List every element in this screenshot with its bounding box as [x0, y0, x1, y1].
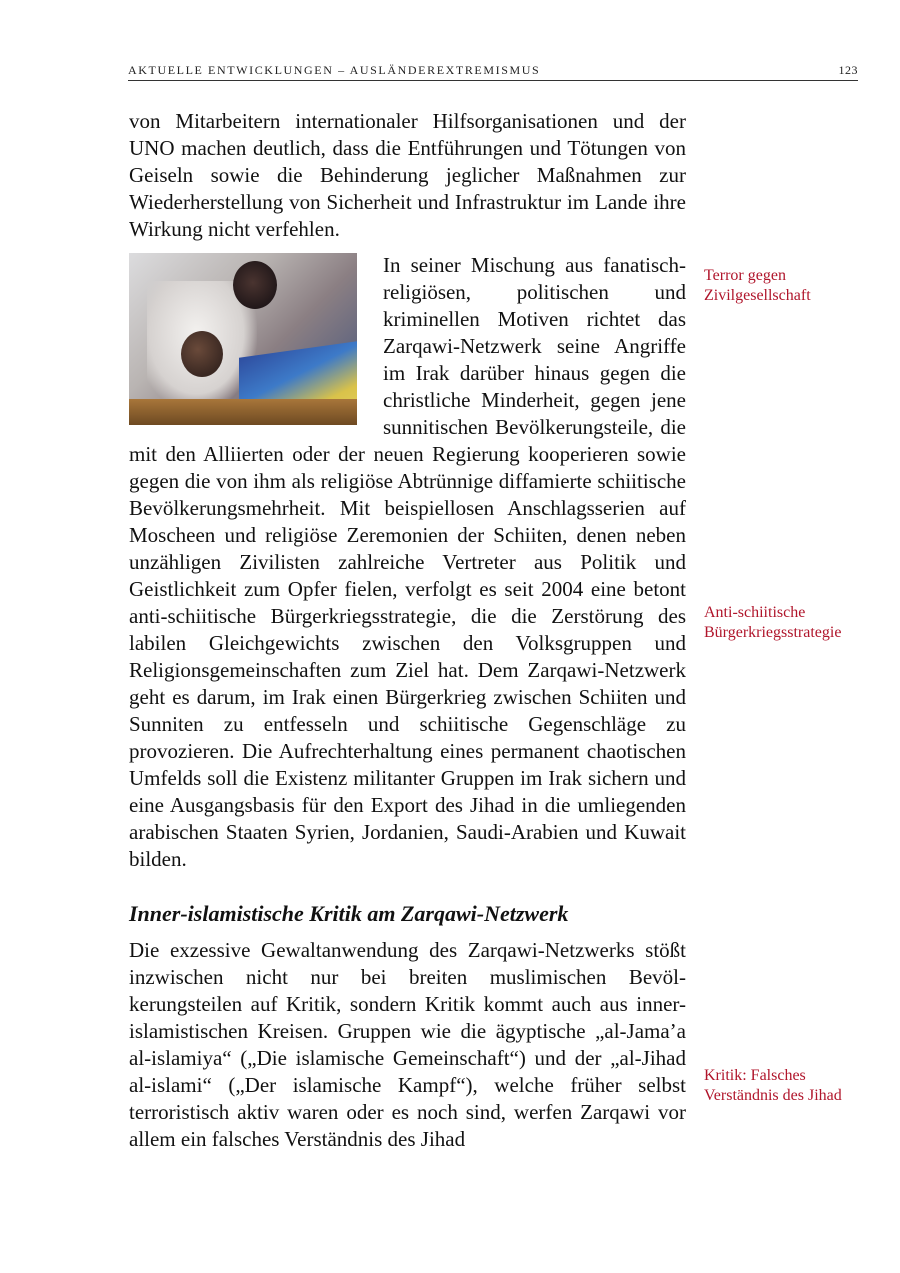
- paragraph-3: Die exzessive Gewaltanwendung des Zarqawi-Netzwerks stößt inzwischen nicht nur bei breiten muslimischen Bevölkerungsteilen auf Kritik, sondern Kritik kommt auch aus inner-islamistischen Kreisen. Gruppen wie die ägyptische „al-Jama’a al-islamiya“ („Die islamische Gemeinschaft“) und der „al-Jihad al-islami“ („Der islamische Kampf“), welche früher selbst terroristisch aktiv waren oder es noch sind, werfen Zarqawi vor allem ein falsches Verständnis des Jihad: [129, 938, 686, 1151]
- margin-note-strategy: Anti-schiitische Bürgerkriegsstrategie: [704, 604, 842, 641]
- paragraph-1: von Mitarbeitern internationaler Hilfsorganisationen und der UNO machen deutlich, dass die Entführungen und Tötungen von Geiseln sowie die Behinderung jeglicher Maßnahmen zur Wiederherstellung von Sicherheit und Infrastruktur im Lande ihre Wirkung nicht verfehlen.: [129, 109, 686, 241]
- margin-note-critique: Kritik: Falsches Verständnis des Jihad: [704, 1067, 842, 1104]
- margin-note-terror: Terror gegen Zivilgesellschaft: [704, 267, 811, 304]
- paragraph-2: In seiner Mischung aus fanatisch-religiösen, politischen und kriminellen Motiven richtet das Zarqawi-Netzwerk seine Angriffe im Irak darüber hinaus gegen die christliche Minderheit, gegen jene sunnitischen Bevölkerungsteile, die mit den Alliierten oder der neuen Regierung kooperieren sowie gegen die von ihm als religiöse Abtrünnige diffamierte schiitische Bevölkerungsmehrheit. Mit beispiellosen Anschlagsserien auf Moscheen und religiöse Zeremonien der Schiiten, denen neben unzähligen Zivilisten zahlreiche Vertreter aus Politik und Geistlichkeit zum Opfer fielen, verfolgt es seit 2004 eine betont anti-schiitische Bürgerkriegsstrategie, die die Zerstörung des labilen Gleichgewichts zwischen den Volksgruppen und Religionsgemeinschaften zum Ziel hat. Dem Zarqawi-Netzwerk geht es darum, im Irak einen Bürgerkrieg zwischen Schiiten und Sunniten zu entfesseln und schiitische Gegenschläge zu provozieren. Die Aufrechterhaltung eines permanent chaotischen Umfelds soll die Existenz militanter Gruppen im Irak sichern und eine Ausgangsbasis für den Export des Jihad in die umliegenden arabischen Staaten Syrien, Jordanien, Saudi-Arabien und Kuwait bilden.: [129, 253, 686, 871]
- section-title: AKTUELLE ENTWICKLUNGEN – AUSLÄNDEREXTREMISMUS: [128, 63, 541, 77]
- page-number: 123: [838, 63, 858, 77]
- news-photo: [129, 253, 357, 425]
- main-text-column: [129, 108, 686, 1153]
- section-subheading: Inner-islamistische Kritik am Zarqawi-Netzwerk: [129, 901, 569, 926]
- running-header: [128, 62, 858, 81]
